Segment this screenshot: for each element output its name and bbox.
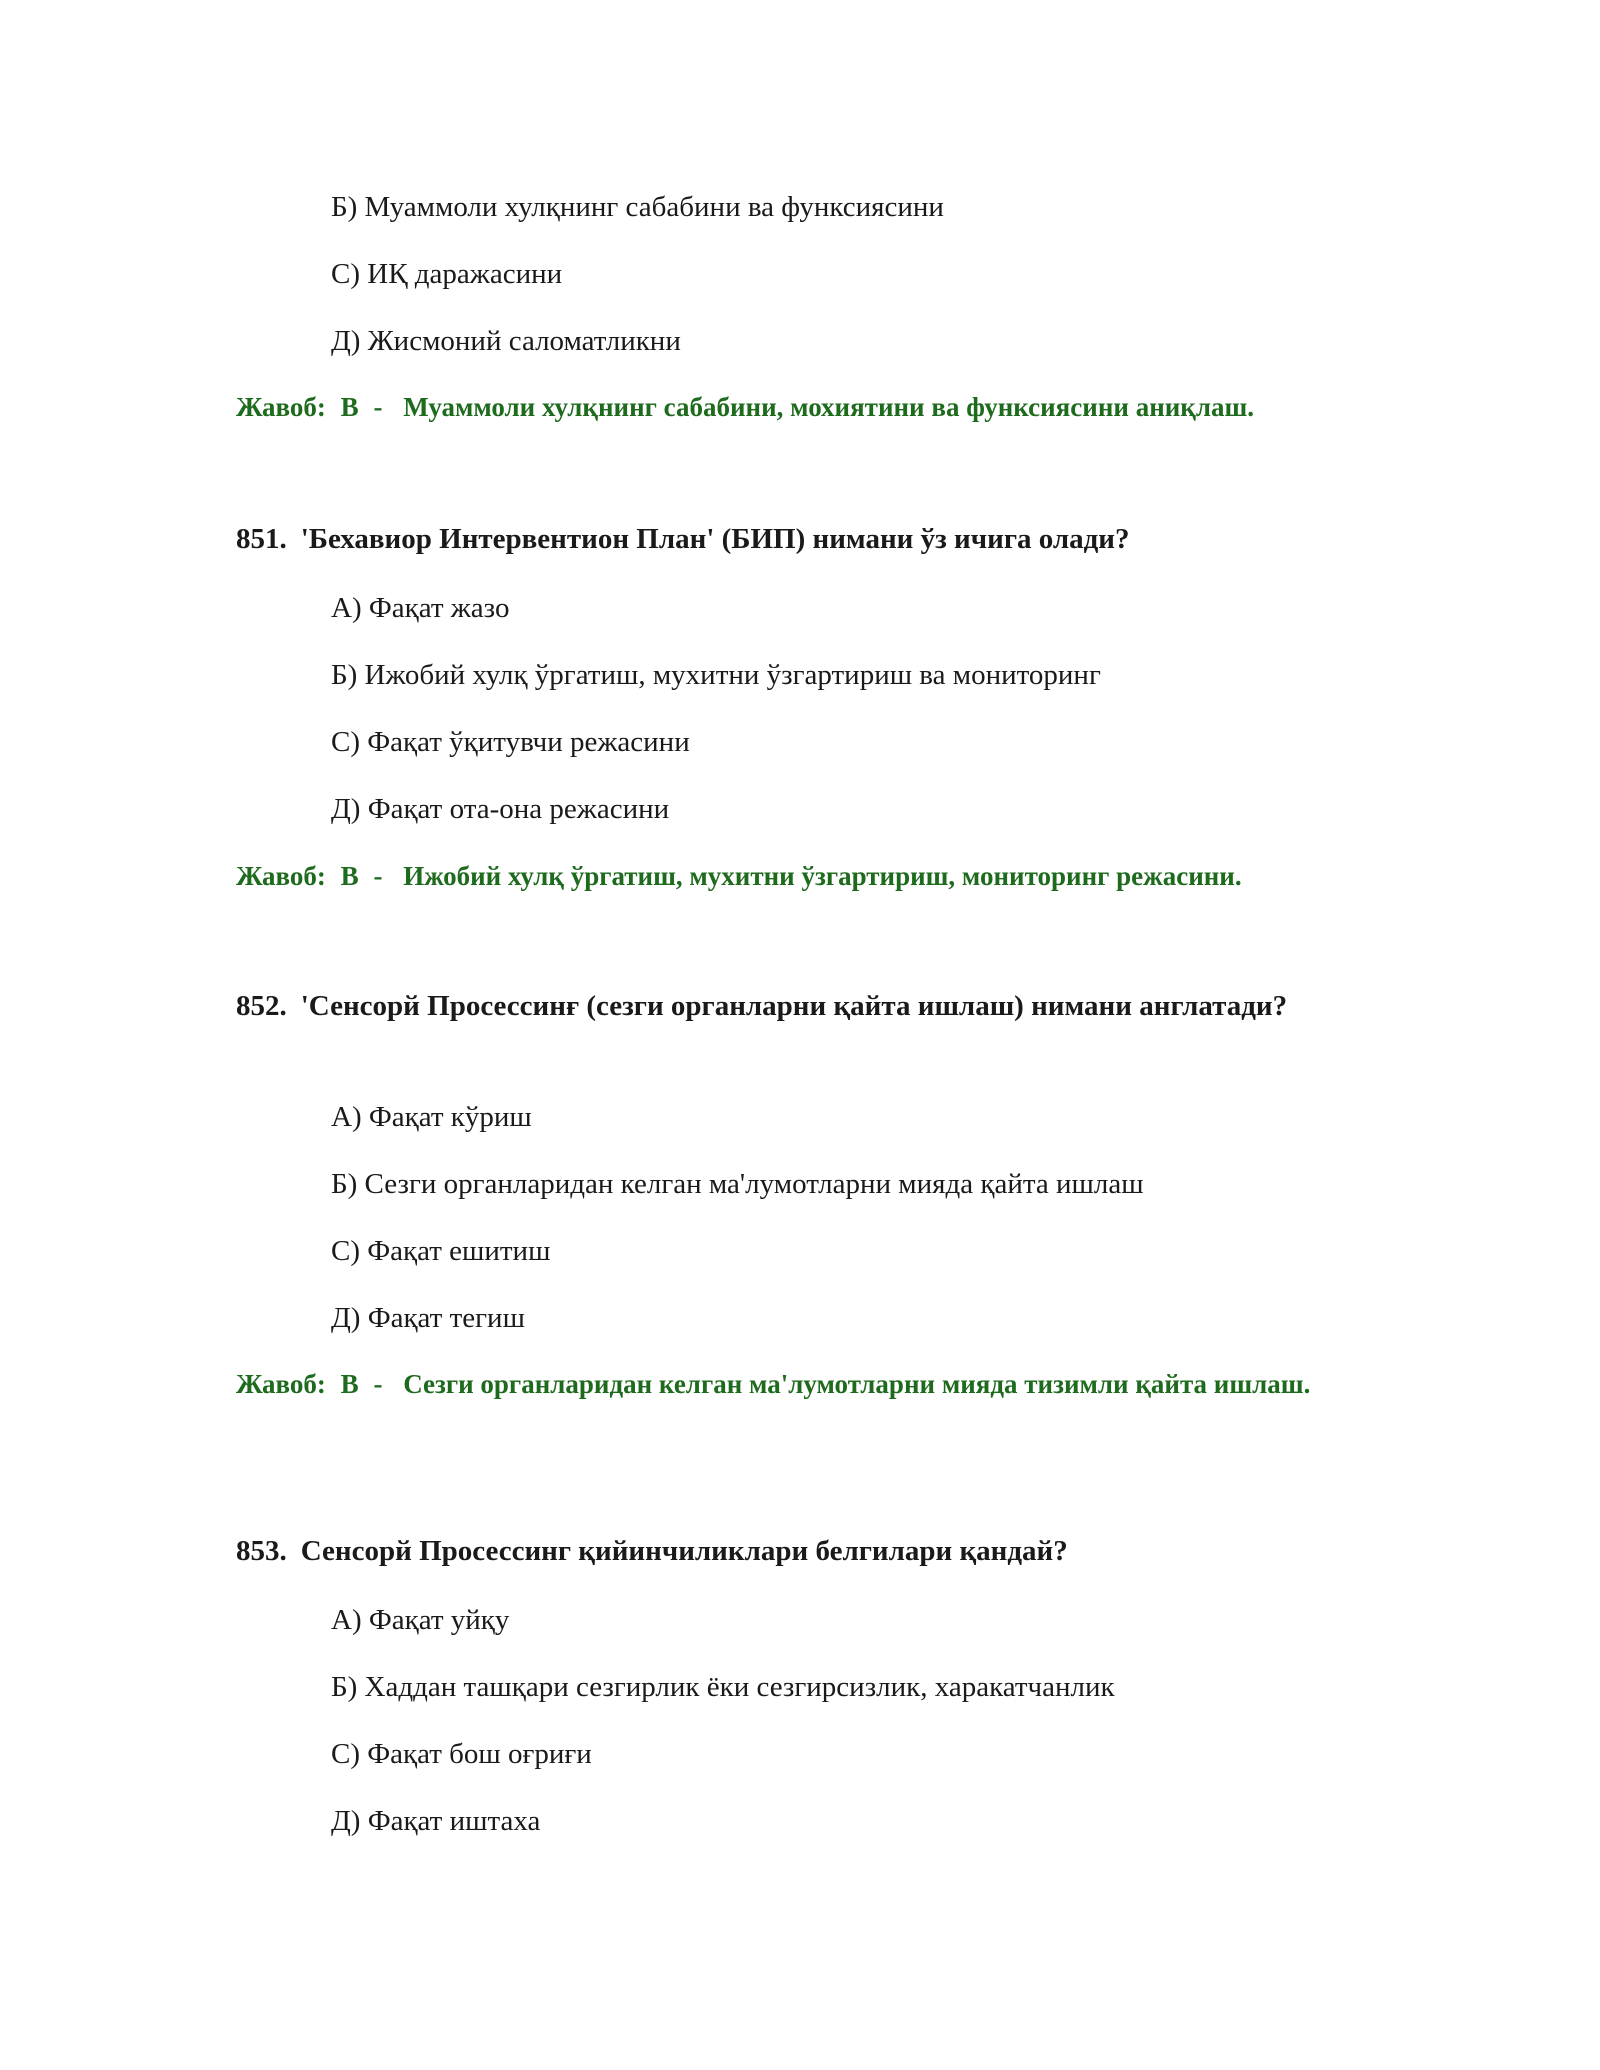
answer-label: Жавоб: (236, 1369, 326, 1399)
answer-letter: В (340, 392, 359, 422)
answer-dash: - (373, 861, 383, 891)
answer-text: Сезги органларидан келган ма'лумотларни мияда тизимли қайта ишлаш. (403, 1369, 1311, 1399)
answer-letter: В (340, 861, 359, 891)
question-number: 852. (236, 990, 287, 1022)
answer-prev (236, 388, 1346, 426)
question-852 (236, 985, 1336, 1027)
answer-text: Муаммоли хулқнинг сабабини, мохиятини ва функсиясини аниқлаш. (403, 392, 1255, 422)
option-b-prev: Б) Муаммоли хулқнинг сабабини ва функсиясини (331, 191, 944, 223)
answer-label: Жавоб: (236, 392, 326, 422)
answer-label: Жавоб: (236, 861, 326, 891)
option-c-853: С) Фақат бош оғриғи (331, 1738, 592, 1770)
option-b-851: Б) Ижобий хулқ ўргатиш, мухитни ўзгартириш ва мониторинг (331, 659, 1101, 691)
question-number: 853. (236, 1535, 287, 1567)
answer-dash: - (373, 1369, 383, 1399)
option-a-852: А) Фақат кўриш (331, 1101, 532, 1133)
answer-letter: В (340, 1369, 359, 1399)
option-b-852: Б) Сезги органларидан келган ма'лумотларни мияда қайта ишлаш (331, 1168, 1144, 1200)
question-853 (236, 1530, 1336, 1572)
question-851 (236, 518, 1336, 560)
option-b-853: Б) Хаддан ташқари сезгирлик ёки сезгирсизлик, харакатчанлик (331, 1671, 1115, 1703)
option-a-853: А) Фақат уйқу (331, 1604, 510, 1636)
option-c-852: С) Фақат ешитиш (331, 1235, 551, 1267)
answer-852 (236, 1365, 1346, 1403)
option-d-851: Д) Фақат ота-она режасини (331, 793, 670, 825)
option-c-prev: С) ИҚ даражасини (331, 258, 563, 290)
answer-text: Ижобий хулқ ўргатиш, мухитни ўзгартириш, мониторинг режасини. (403, 861, 1242, 891)
question-text: 'Сенсорй Просессинғ (сезги органларни қайта ишлаш) нимани англатади? (300, 990, 1288, 1022)
question-text: Сенсорй Просессинг қийинчиликлари белгилари қандай? (300, 1535, 1068, 1567)
option-d-853: Д) Фақат иштаха (331, 1805, 541, 1837)
option-c-851: С) Фақат ўқитувчи режасини (331, 726, 690, 758)
option-d-852: Д) Фақат тегиш (331, 1302, 525, 1334)
option-a-851: А) Фақат жазо (331, 592, 510, 624)
answer-dash: - (373, 392, 383, 422)
option-d-prev: Д) Жисмоний саломатликни (331, 325, 681, 357)
answer-851 (236, 857, 1346, 895)
question-number: 851. (236, 523, 287, 555)
question-text: 'Бехавиор Интервентион План' (БИП) нимани ўз ичига олади? (300, 523, 1130, 555)
